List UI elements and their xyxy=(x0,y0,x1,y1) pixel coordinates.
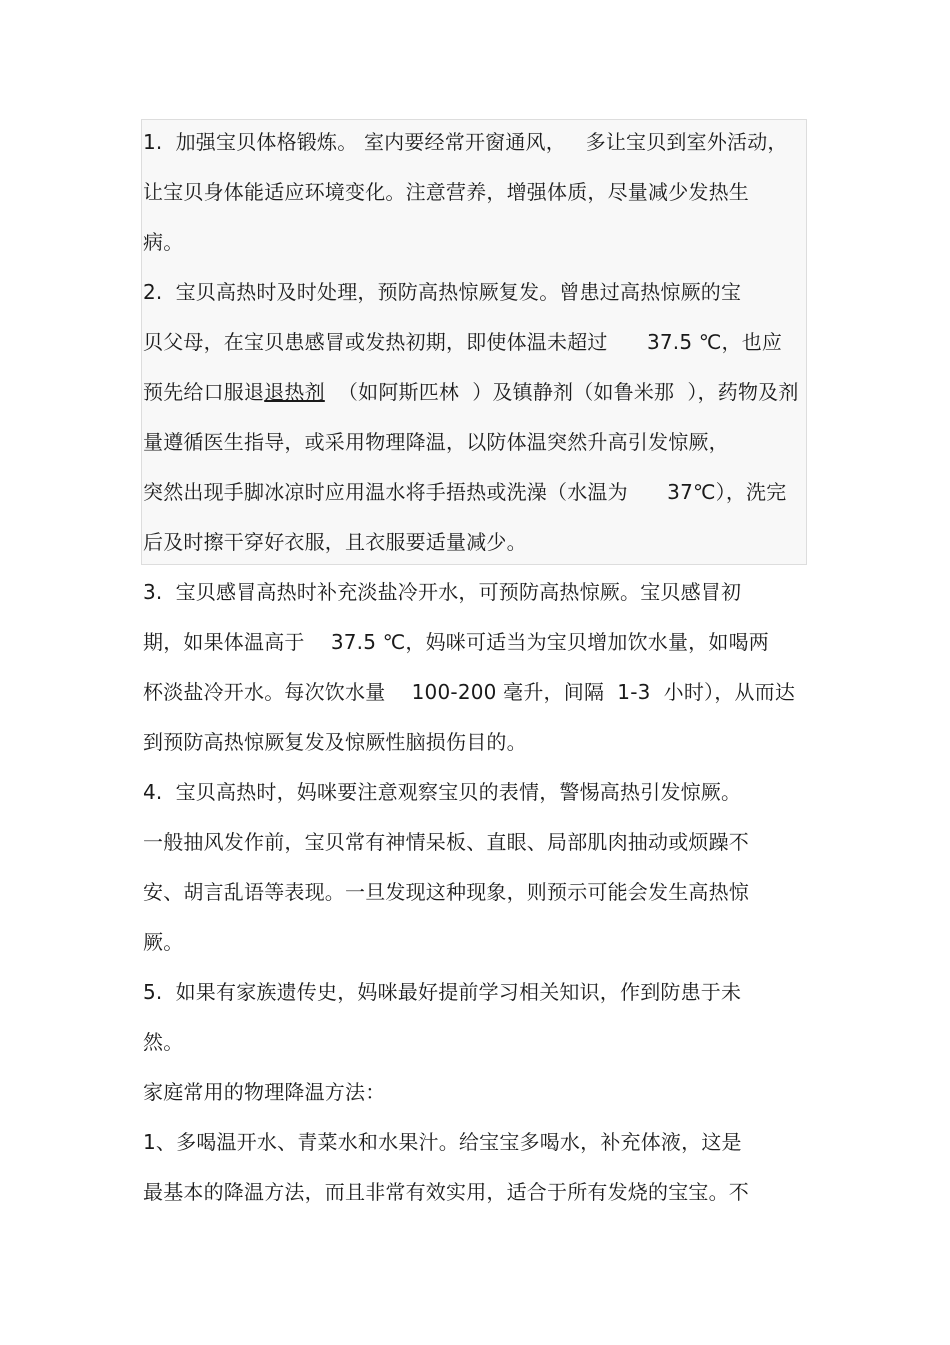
paragraph-line: 1、多喝温开水、青菜水和水果汁。给宝宝多喝水，补充体液，这是 xyxy=(143,1130,742,1154)
paragraph-line: 厥。 xyxy=(143,930,184,954)
paragraph-line: 安、胡言乱语等表现。一旦发现这种现象，则预示可能会发生高热惊 xyxy=(143,880,749,904)
paragraph-line: 杯淡盐冷开水。每次饮水量 100-200 毫升，间隔 1-3 小时），从而达 xyxy=(143,680,796,704)
paragraph-line: 贝父母，在宝贝患感冒或发热初期，即使体温未超过 37.5 ℃，也应 xyxy=(143,330,783,354)
paragraph-line: 4. 宝贝高热时，妈咪要注意观察宝贝的表情，警惕高热引发惊厥。 xyxy=(143,780,742,804)
paragraph-line: 让宝贝身体能适应环境变化。注意营养，增强体质，尽量减少发热生 xyxy=(143,180,749,204)
paragraph-line: 病。 xyxy=(143,230,184,254)
paragraph-line-with-underline xyxy=(143,378,799,406)
paragraph-line: 后及时擦干穿好衣服，且衣服要适量减少。 xyxy=(143,530,527,554)
paragraph-line: 一般抽风发作前，宝贝常有神情呆板、直眼、局部肌肉抽动或烦躁不 xyxy=(143,830,749,854)
paragraph-line: 5. 如果有家族遗传史，妈咪最好提前学习相关知识，作到防患于未 xyxy=(143,980,742,1004)
paragraph-line: 2. 宝贝高热时及时处理，预防高热惊厥复发。曾患过高热惊厥的宝 xyxy=(143,280,742,304)
underlined-term: 退热剂 xyxy=(264,380,325,404)
paragraph-line: 3. 宝贝感冒高热时补充淡盐冷开水，可预防高热惊厥。宝贝感冒初 xyxy=(143,580,742,604)
paragraph-line: 突然出现手脚冰凉时应用温水将手捂热或洗澡（水温为 37℃），洗完 xyxy=(143,480,787,504)
line-segment: 预先给口服退 xyxy=(143,380,265,404)
section-heading: 家庭常用的物理降温方法： xyxy=(143,1080,386,1104)
paragraph-line: 量遵循医生指导，或采用物理降温，以防体温突然升高引发惊厥， xyxy=(143,430,729,454)
paragraph-line: 最基本的降温方法，而且非常有效实用，适合于所有发烧的宝宝。不 xyxy=(143,1180,749,1204)
line-segment: （如阿斯匹林 ）及镇静剂（如鲁米那 ），药物及剂 xyxy=(324,380,799,404)
paragraph-line: 到预防高热惊厥复发及惊厥性脑损伤目的。 xyxy=(143,730,527,754)
paragraph-line: 1. 加强宝贝体格锻炼。 室内要经常开窗通风， 多让宝贝到室外活动， xyxy=(143,130,788,154)
paragraph-line: 期，如果体温高于 37.5 ℃，妈咪可适当为宝贝增加饮水量，如喝两 xyxy=(143,630,769,654)
paragraph-line: 然。 xyxy=(143,1030,184,1054)
